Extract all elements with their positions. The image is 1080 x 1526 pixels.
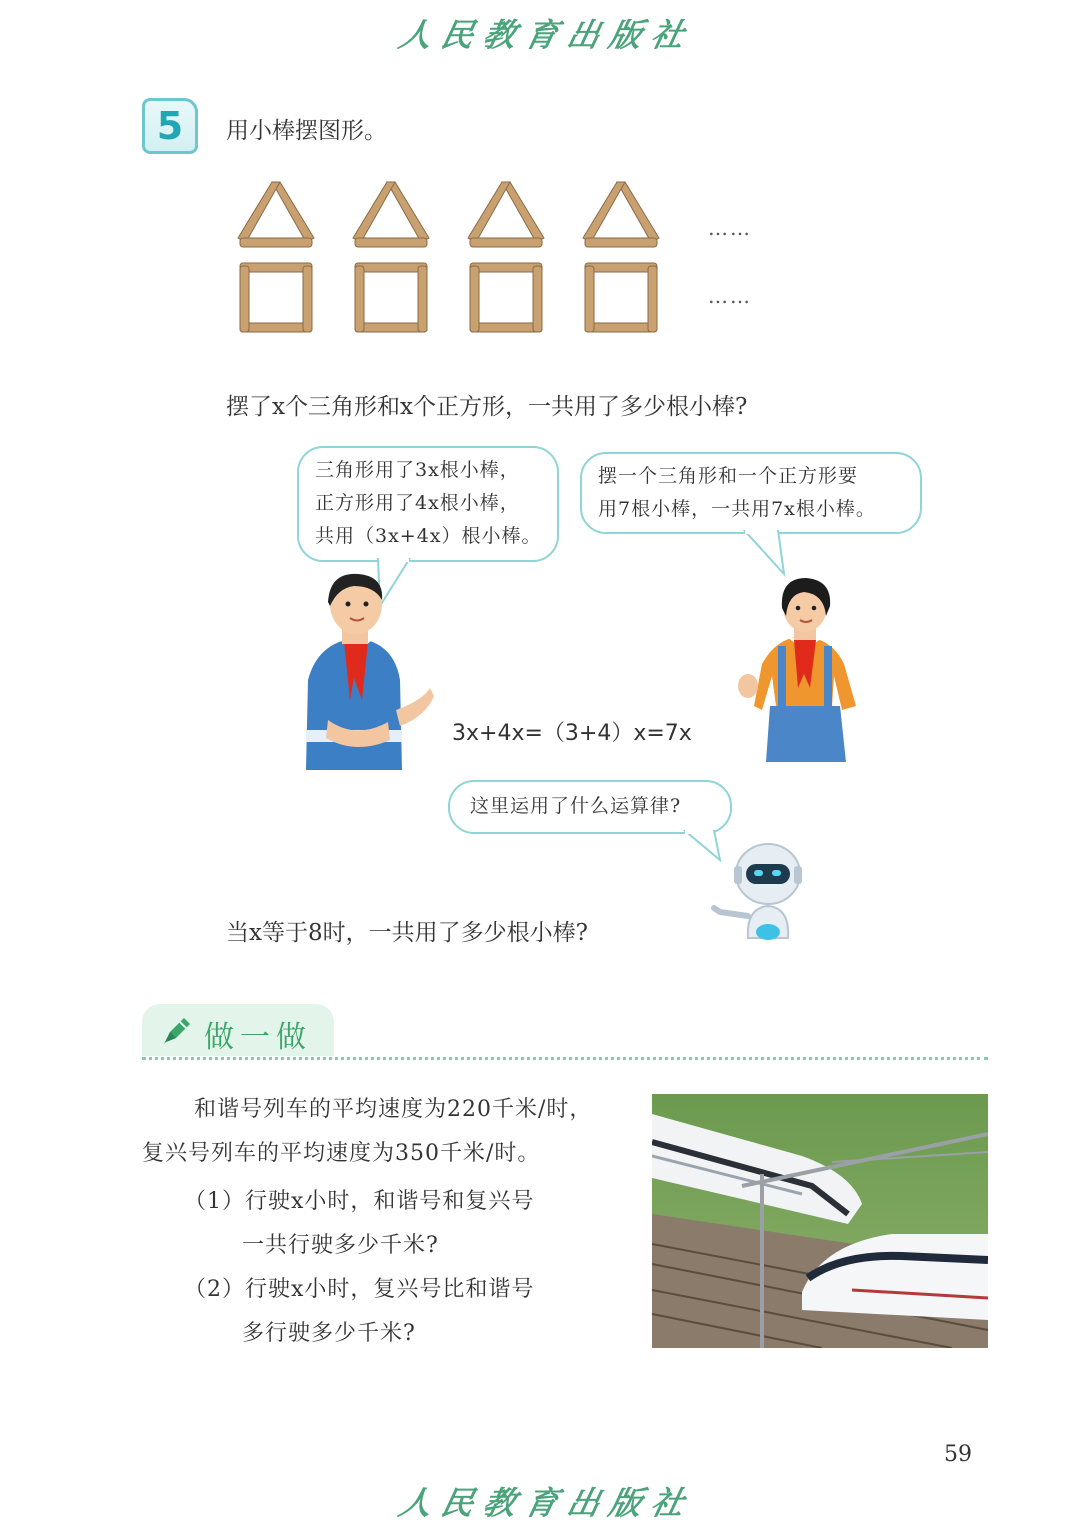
practice-paragraph-line: 复兴号列车的平均速度为350千米/时。 [142,1141,541,1166]
practice-question-1: （1）行驶x小时，和谐号和复兴号 [184,1189,535,1214]
matchstick-figures [228,172,678,342]
robot-speech-bubble [448,780,732,834]
triangle-figure [468,182,544,247]
square-figure [355,263,427,332]
question-one: 摆了x个三角形和x个正方形，一共用了多少根小棒? [226,394,748,420]
example-number-badge: 5 [142,98,198,154]
publisher-footer: 人民教育出版社 [395,1484,698,1522]
square-figure [470,263,542,332]
girl-speech-bubble [580,452,922,534]
section-divider [142,1057,988,1060]
bubble-line: 摆一个三角形和一个正方形要 [598,465,859,487]
example-instruction: 用小棒摆图形。 [226,118,387,144]
practice-question-2-cont: 多行驶多少千米? [242,1321,416,1346]
bubble-line: 用7根小棒，一共用7x根小棒。 [598,498,876,520]
ellipsis-triangles: …… [708,216,752,240]
bubble-line: 正方形用了4x根小棒， [315,492,520,514]
question-two: 当x等于8时，一共用了多少根小棒? [226,920,588,946]
triangle-figure [238,182,314,247]
train-photo [652,1094,988,1348]
pencil-icon [160,1014,194,1048]
girl-illustration [732,576,882,764]
triangle-figure [353,182,429,247]
square-figure [585,263,657,332]
practice-question-2: （2）行驶x小时，复兴号比和谐号 [184,1277,535,1302]
boy-speech-bubble [297,446,559,562]
bubble-line: 三角形用了3x根小棒， [315,459,520,481]
square-figure [240,263,312,332]
publisher-header: 人民教育出版社 [395,16,698,54]
practice-paragraph-line: 和谐号列车的平均速度为220千米/时， [194,1097,593,1122]
robot-illustration [706,838,806,940]
bubble-line: 这里运用了什么运算律? [470,795,682,817]
bubble-line: 共用（3x+4x）根小棒。 [315,525,542,547]
triangle-figure [583,182,659,247]
ellipsis-squares: …… [708,284,752,308]
practice-title: 做一做 [204,1020,312,1055]
equation: 3x+4x=（3+4）x=7x [452,721,692,746]
practice-question-1-cont: 一共行驶多少千米? [242,1233,439,1258]
girl-bubble-tail [740,530,792,578]
boy-illustration [278,570,438,775]
page-number: 59 [944,1442,972,1467]
